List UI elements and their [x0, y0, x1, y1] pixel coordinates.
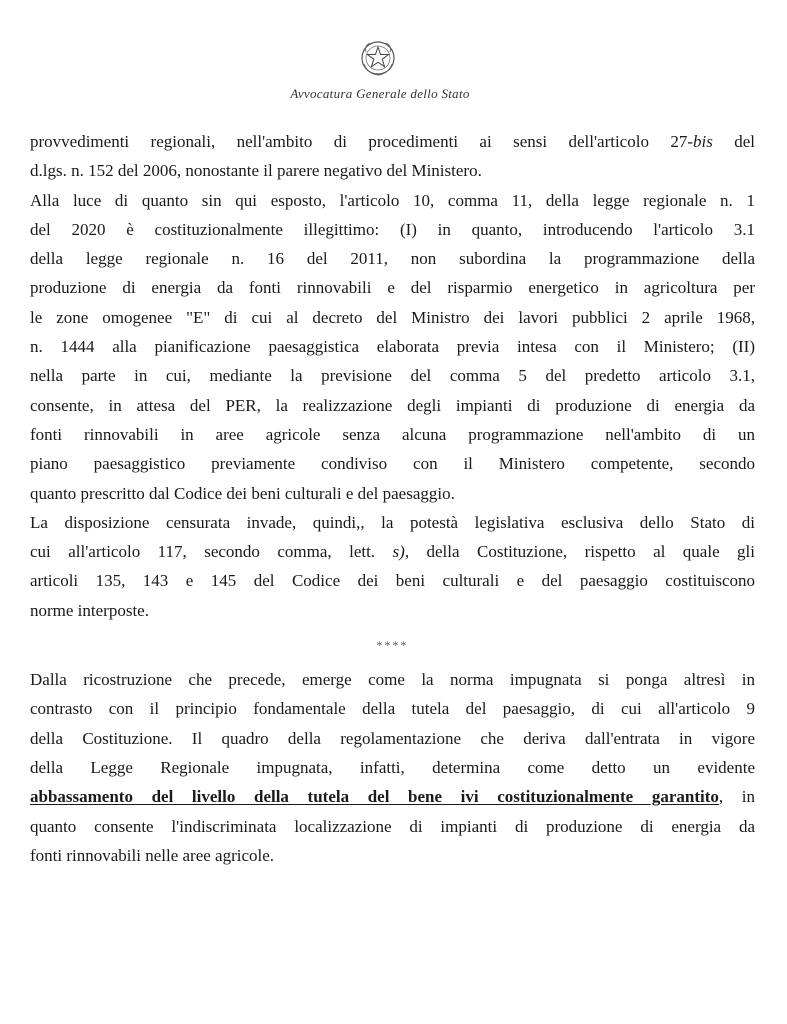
text-segment: articoli 135, 143 e 145 del Codice dei beni culturali e del paesaggio costituiscono: [30, 571, 755, 591]
text-line: [30, 332, 755, 361]
text-line: [30, 303, 755, 332]
text-line: [30, 186, 755, 215]
text-segment: della legge regionale n. 16 del 2011, non subordina la programmazione della: [30, 249, 755, 269]
text-segment: La disposizione censurata invade, quindi,, la potestà legislativa esclusiva dello Stato di: [30, 512, 755, 532]
text-line: [30, 420, 755, 449]
text-line: [30, 694, 755, 723]
text-line: [30, 596, 755, 625]
text-segment: n. 1444 alla pianificazione paesaggistica elaborata previa intesa con il Ministero; (II): [30, 337, 755, 357]
text-line: [30, 361, 755, 390]
italic-text: s): [392, 542, 405, 562]
text-segment: nella parte in cui, mediante la previsione del comma 5 del predetto articolo 3.1,: [30, 366, 755, 386]
text-line: [30, 841, 755, 870]
text-line: [30, 753, 755, 782]
text-line: [30, 449, 755, 478]
text-line: [30, 724, 755, 753]
text-line: [30, 537, 755, 566]
text-line: [30, 391, 755, 420]
paragraph-block-2: [30, 665, 755, 870]
text-segment: le zone omogenee "E" di cui al decreto del Ministro dei lavori pubblici 2 aprile 1968,: [30, 307, 755, 327]
text-segment: fonti rinnovabili in aree agricole senza alcuna programmazione nell'ambito di un: [30, 424, 755, 444]
text-segment: della Costituzione. Il quadro della regolamentazione che deriva dall'entrata in vigore: [30, 728, 755, 748]
text-line: [30, 812, 755, 841]
text-segment: quanto consente l'indiscriminata localizzazione di impianti di produzione di energia da: [30, 816, 755, 836]
text-segment: del 2020 è costituzionalmente illegittimo: (I) in quanto, introducendo l'articolo 3.1: [30, 219, 755, 239]
agency-name: Avvocatura Generale dello Stato: [290, 86, 470, 101]
text-line: [30, 127, 755, 156]
text-line: [30, 566, 755, 595]
text-segment: d.lgs. n. 152 del 2006, nonostante il parere negativo del Ministero.: [30, 161, 482, 181]
text-segment: fonti rinnovabili nelle aree agricole.: [30, 845, 275, 865]
text-segment: Dalla ricostruzione che precede, emerge come la norma impugnata si ponga altresì in: [30, 670, 755, 690]
text-segment: piano paesaggistico previamente condiviso con il Ministero competente, secondo: [30, 454, 755, 474]
text-segment: cui all'articolo 117, secondo comma, lett.: [30, 542, 393, 562]
section-separator: ****: [376, 638, 409, 653]
text-line: [30, 665, 755, 694]
text-line: [30, 156, 755, 185]
text-segment: consente, in attesa del PER, la realizzazione degli impianti di produzione di energia da: [30, 395, 755, 415]
text-segment: del: [712, 132, 755, 151]
text-line: [30, 479, 755, 508]
text-line: [30, 782, 755, 811]
text-line: [30, 215, 755, 244]
text-segment: provvedimenti regionali, nell'ambito di procedimenti ai sensi dell'articolo 27-: [30, 132, 693, 151]
page-header: [0, 34, 787, 114]
emphasized-text: abbassamento del livello della tutela del bene ivi costituzionalmente garantito: [30, 787, 719, 807]
text-segment: contrasto con il principio fondamentale della tutela del paesaggio, di cui all'articolo 9: [30, 699, 755, 719]
text-segment: produzione di energia da fonti rinnovabili e del risparmio energetico in agricoltura per: [30, 278, 755, 298]
text-segment: Alla luce di quanto sin qui esposto, l'articolo 10, comma 11, della legge regionale n. 1: [30, 190, 755, 210]
text-segment: della Legge Regionale impugnata, infatti, determina come detto un evidente: [30, 757, 755, 777]
text-segment: norme interposte.: [30, 600, 149, 620]
text-segment: quanto prescritto dal Codice dei beni culturali e del paesaggio.: [30, 483, 455, 503]
text-line: [30, 273, 755, 302]
paragraph-block-1: [30, 127, 755, 625]
text-segment: , in: [718, 787, 755, 807]
document-body: [30, 127, 755, 870]
text-line: [30, 508, 755, 537]
text-line: [30, 244, 755, 273]
italian-republic-emblem-icon: [358, 38, 398, 78]
text-segment: , della Costituzione, rispetto al quale gli: [404, 542, 756, 562]
italic-text: bis: [693, 132, 713, 151]
